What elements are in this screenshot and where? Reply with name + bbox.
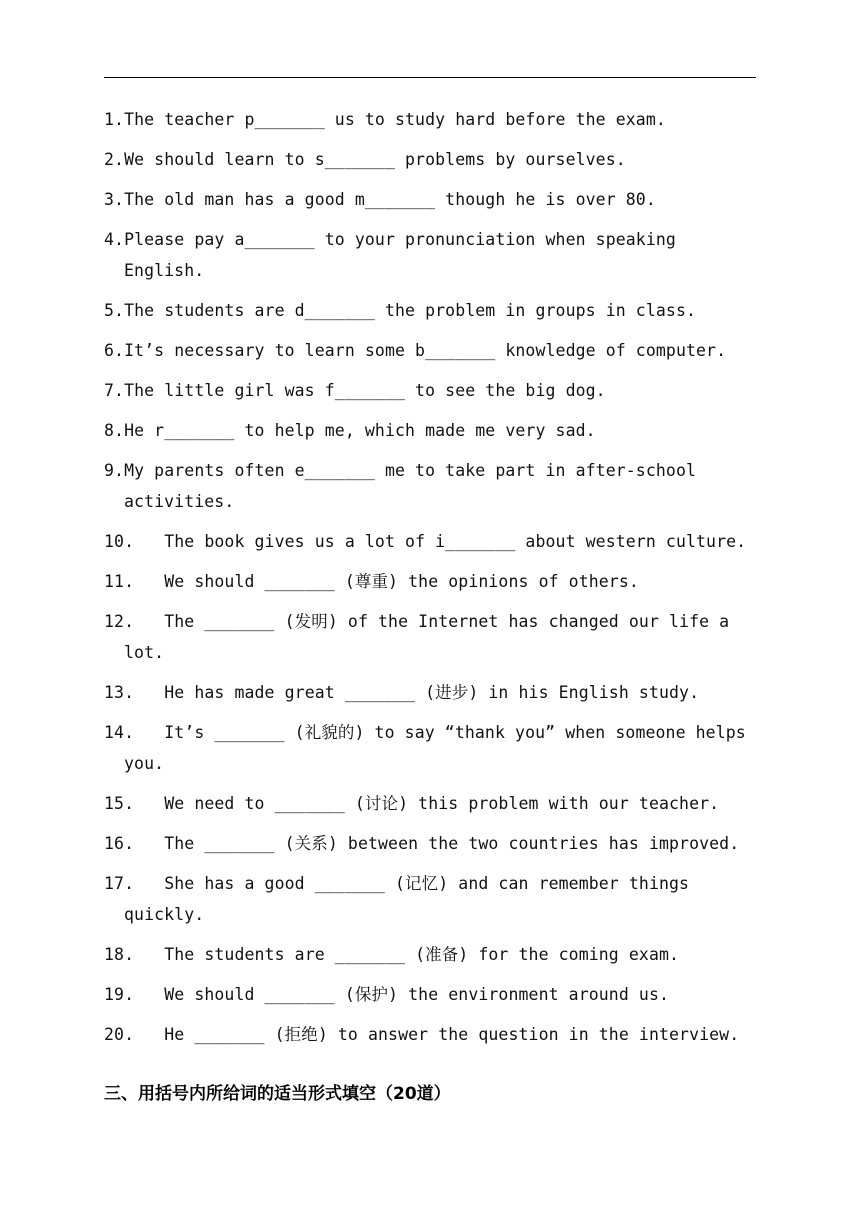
question-text: We need to _______ (讨论) this problem with our teacher. (164, 794, 720, 813)
question-text: The teacher p_______ us to study hard before the exam. (124, 110, 666, 129)
section-heading: 三、用括号内所给词的适当形式填空（20道） (104, 1084, 451, 1104)
question-number: 10. (104, 532, 135, 551)
question-text: We should _______ (尊重) the opinions of others. (164, 572, 639, 591)
question-number: 1. (104, 110, 125, 129)
question-text: We should learn to s_______ problems by ourselves. (124, 150, 626, 169)
question-number: 3. (104, 190, 125, 209)
question-text: He _______ (拒绝) to answer the question in the interview. (164, 1025, 740, 1044)
question-11 (104, 566, 756, 597)
question-text: My parents often e_______ me to take part in after-school activities. (124, 461, 697, 511)
question-7 (104, 375, 756, 406)
question-18 (104, 939, 756, 970)
question-13 (104, 677, 756, 708)
question-number: 4. (104, 230, 125, 249)
question-text: The old man has a good m_______ though he is over 80. (124, 190, 656, 209)
question-number: 14. (104, 723, 135, 742)
question-14 (104, 717, 756, 779)
question-text: We should _______ (保护) the environment around us. (164, 985, 670, 1004)
question-3 (104, 184, 756, 215)
question-number: 7. (104, 381, 125, 400)
question-text: She has a good _______ (记忆) and can remember things quickly. (124, 874, 690, 924)
question-19 (104, 979, 756, 1010)
question-1 (104, 104, 756, 135)
question-10 (104, 526, 756, 557)
question-number: 8. (104, 421, 125, 440)
question-text: It’s _______ (礼貌的) to say “thank you” when someone helps you. (124, 723, 746, 773)
question-list (104, 104, 756, 1059)
question-15 (104, 788, 756, 819)
question-text: It’s necessary to learn some b_______ knowledge of computer. (124, 341, 727, 360)
question-12 (104, 606, 756, 668)
question-number: 16. (104, 834, 135, 853)
question-4 (104, 224, 756, 286)
question-text: The little girl was f_______ to see the big dog. (124, 381, 606, 400)
question-number: 9. (104, 461, 125, 480)
question-20 (104, 1019, 756, 1050)
question-text: The _______ (发明) of the Internet has changed our life a lot. (124, 612, 730, 662)
question-text: Please pay a_______ to your pronunciation when speaking English. (124, 230, 676, 280)
question-number: 5. (104, 301, 125, 320)
question-text: He r_______ to help me, which made me very sad. (124, 421, 596, 440)
question-text: The _______ (关系) between the two countries has improved. (164, 834, 740, 853)
question-number: 13. (104, 683, 135, 702)
question-text: The students are _______ (准备) for the coming exam. (164, 945, 680, 964)
question-9 (104, 455, 756, 517)
question-5 (104, 295, 756, 326)
question-text: He has made great _______ (进步) in his English study. (164, 683, 700, 702)
question-number: 2. (104, 150, 125, 169)
question-6 (104, 335, 756, 366)
question-17 (104, 868, 756, 930)
question-text: The students are d_______ the problem in groups in class. (124, 301, 697, 320)
question-number: 20. (104, 1025, 135, 1044)
question-text: The book gives us a lot of i_______ about western culture. (164, 532, 747, 551)
question-number: 6. (104, 341, 125, 360)
header-rule (104, 77, 756, 78)
question-8 (104, 415, 756, 446)
question-number: 12. (104, 612, 135, 631)
question-number: 19. (104, 985, 135, 1004)
question-number: 18. (104, 945, 135, 964)
question-16 (104, 828, 756, 859)
question-2 (104, 144, 756, 175)
question-number: 15. (104, 794, 135, 813)
question-number: 11. (104, 572, 135, 591)
question-number: 17. (104, 874, 135, 893)
